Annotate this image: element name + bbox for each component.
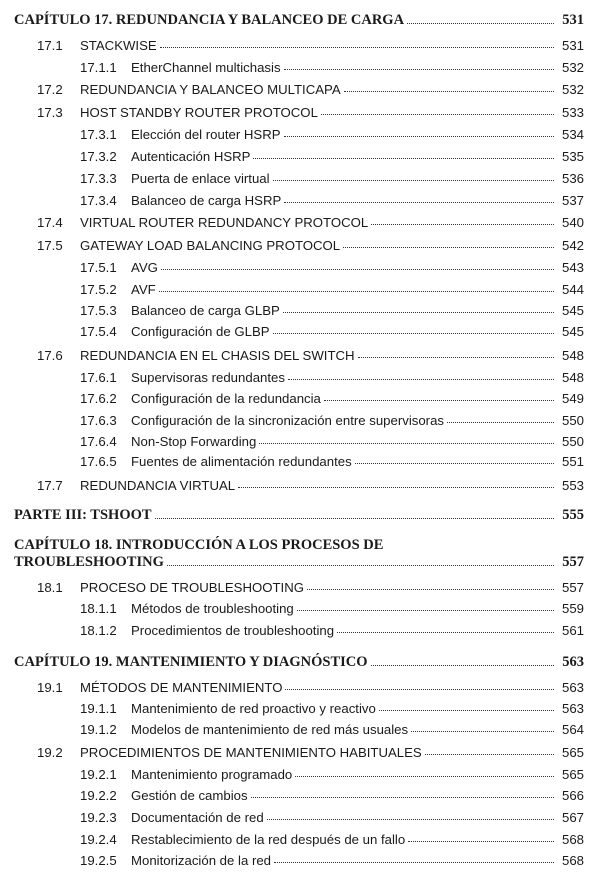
entry-title: CAPÍTULO 18. INTRODUCCIÓN A LOS PROCESOS DE: [14, 537, 384, 553]
entry-title: PROCESO DE TROUBLESHOOTING: [80, 580, 304, 595]
entry-page: 563: [561, 701, 584, 716]
toc-subsection-row: [0, 851, 600, 873]
entry-number: 17.6.2: [80, 391, 117, 406]
entry-number: 19.1: [37, 680, 63, 695]
entry-title: REDUNDANCIA Y BALANCEO MULTICAPA: [80, 82, 341, 97]
entry-page: 567: [561, 810, 584, 825]
leader-dots: [283, 303, 554, 313]
entry-title: VIRTUAL ROUTER REDUNDANCY PROTOCOL: [80, 215, 369, 230]
entry-number: 17.3.2: [80, 149, 117, 164]
entry-page: 559: [561, 601, 584, 616]
toc-subsection-row: [0, 280, 600, 302]
toc-subsection-row: [0, 258, 600, 280]
toc-subsection-row: [0, 191, 600, 213]
entry-title: Configuración de la sincronización entre supervisoras: [131, 413, 445, 428]
toc-subsection-row: [0, 830, 600, 852]
entry-number: 18.1.1: [80, 601, 117, 616]
leader-dots: [407, 12, 554, 24]
leader-dots: [284, 127, 554, 137]
entry-page: 563: [561, 680, 584, 695]
entry-number: 17.5.1: [80, 260, 117, 275]
entry-title: AVF: [131, 282, 156, 297]
toc-chapter-row: [0, 10, 600, 32]
entry-number: 17.3.4: [80, 193, 117, 208]
leader-dots: [155, 507, 554, 519]
toc-subsection-row: [0, 452, 600, 474]
leader-dots: [425, 745, 554, 755]
toc-subsection-row: [0, 786, 600, 808]
leader-dots: [161, 260, 554, 270]
leader-dots: [273, 171, 554, 181]
entry-page: 564: [561, 722, 584, 737]
entry-title: GATEWAY LOAD BALANCING PROTOCOL: [80, 238, 341, 253]
entry-number: 17.3: [37, 105, 63, 120]
entry-title: HOST STANDBY ROUTER PROTOCOL: [80, 105, 318, 120]
entry-number: 17.5.4: [80, 324, 117, 339]
entry-title: STACKWISE: [80, 38, 157, 53]
leader-dots: [274, 853, 554, 863]
entry-title: Métodos de troubleshooting: [131, 601, 294, 616]
entry-number: 19.2.3: [80, 810, 117, 825]
entry-number: 19.2.2: [80, 788, 117, 803]
toc-subsection-row: [0, 432, 600, 454]
entry-title: Fuentes de alimentación redundantes: [131, 454, 352, 469]
entry-page: 536: [561, 171, 584, 186]
leader-dots: [167, 554, 554, 566]
entry-title: Restablecimiento de la red después de un fallo: [131, 832, 406, 847]
leader-dots: [160, 38, 554, 48]
leader-dots: [297, 601, 554, 611]
entry-page: 531: [562, 12, 584, 28]
entry-page: 550: [561, 413, 584, 428]
entry-title: Configuración de GLBP: [131, 324, 270, 339]
leader-dots: [337, 623, 554, 633]
entry-page: 568: [561, 832, 584, 847]
leader-dots: [267, 810, 554, 820]
toc-part-row: [0, 505, 600, 527]
toc-section-row: [0, 346, 600, 368]
toc-subsection-row: [0, 301, 600, 323]
toc-chapter-row: [0, 652, 600, 674]
entry-title: Mantenimiento programado: [131, 767, 293, 782]
entry-number: 17.5: [37, 238, 63, 253]
entry-number: 17.6.1: [80, 370, 117, 385]
entry-page: 537: [561, 193, 584, 208]
entry-title: Procedimientos de troubleshooting: [131, 623, 335, 638]
entry-page: 548: [561, 348, 584, 363]
leader-dots: [273, 324, 554, 334]
entry-number: 17.6.3: [80, 413, 117, 428]
entry-title: Monitorización de la red: [131, 853, 272, 868]
toc-section-row: [0, 103, 600, 125]
leader-dots: [159, 282, 554, 292]
leader-dots: [284, 60, 554, 70]
entry-page: 561: [561, 623, 584, 638]
toc-section-row: [0, 678, 600, 700]
toc-section-row: [0, 743, 600, 765]
entry-title: REDUNDANCIA VIRTUAL: [80, 478, 236, 493]
toc-section-row: [0, 80, 600, 102]
leader-dots: [288, 370, 554, 380]
entry-number: 17.3.3: [80, 171, 117, 186]
entry-page: 545: [561, 324, 584, 339]
leader-dots: [284, 193, 554, 203]
leader-dots: [343, 238, 554, 248]
toc-subsection-row: [0, 368, 600, 390]
toc-section-row: [0, 213, 600, 235]
leader-dots: [408, 832, 554, 842]
entry-page: 566: [561, 788, 584, 803]
entry-title: Documentación de red: [131, 810, 264, 825]
entry-title: REDUNDANCIA EN EL CHASIS DEL SWITCH: [80, 348, 355, 363]
entry-number: 17.5.3: [80, 303, 117, 318]
entry-number: 17.6: [37, 348, 63, 363]
toc-subsection-row: [0, 147, 600, 169]
entry-page: 533: [561, 105, 584, 120]
entry-number: 17.7: [37, 478, 63, 493]
entry-page: 565: [561, 767, 584, 782]
entry-number: 17.3.1: [80, 127, 117, 142]
entry-title: PROCEDIMIENTOS DE MANTENIMIENTO HABITUALES: [80, 745, 422, 760]
entry-number: 19.1.1: [80, 701, 117, 716]
leader-dots: [379, 701, 554, 711]
entry-number: 19.2.1: [80, 767, 117, 782]
entry-page: 549: [561, 391, 584, 406]
toc-subsection-row: [0, 599, 600, 621]
leader-dots: [344, 82, 554, 92]
entry-page: 565: [561, 745, 584, 760]
entry-title: Modelos de mantenimiento de red más usuales: [131, 722, 409, 737]
entry-page: 548: [561, 370, 584, 385]
entry-page: 531: [561, 38, 584, 53]
entry-number: 18.1.2: [80, 623, 117, 638]
entry-title: Gestión de cambios: [131, 788, 248, 803]
entry-title: Balanceo de carga HSRP: [131, 193, 282, 208]
entry-number: 18.1: [37, 580, 63, 595]
entry-title: CAPÍTULO 19. MANTENIMIENTO Y DIAGNÓSTICO: [14, 654, 368, 670]
toc-section-row: [0, 36, 600, 58]
entry-number: 19.1.2: [80, 722, 117, 737]
entry-page: 535: [561, 149, 584, 164]
toc-subsection-row: [0, 389, 600, 411]
leader-dots: [324, 391, 554, 401]
entry-number: 17.5.2: [80, 282, 117, 297]
entry-title: Elección del router HSRP: [131, 127, 281, 142]
toc-subsection-row: [0, 765, 600, 787]
leader-dots: [259, 434, 554, 444]
entry-page: 544: [561, 282, 584, 297]
entry-title: Autenticación HSRP: [131, 149, 251, 164]
leader-dots: [411, 722, 554, 732]
entry-number: 17.4: [37, 215, 63, 230]
entry-page: 532: [561, 60, 584, 75]
toc-section-row: [0, 476, 600, 498]
leader-dots: [447, 413, 554, 423]
entry-title: PARTE III: TSHOOT: [14, 507, 152, 523]
leader-dots: [285, 680, 554, 690]
entry-number: 17.6.5: [80, 454, 117, 469]
entry-title: Mantenimiento de red proactivo y reactivo: [131, 701, 376, 716]
entry-page: 550: [561, 434, 584, 449]
entry-page: 557: [561, 580, 584, 595]
entry-number: 17.1.1: [80, 60, 117, 75]
toc-section-row: [0, 236, 600, 258]
entry-number: 19.2.5: [80, 853, 117, 868]
leader-dots: [355, 454, 554, 464]
leader-dots: [238, 478, 554, 488]
entry-page: 551: [561, 454, 584, 469]
toc-subsection-row: [0, 58, 600, 80]
leader-dots: [295, 767, 554, 777]
entry-title: MÉTODOS DE MANTENIMIENTO: [80, 680, 283, 695]
entry-page: 532: [561, 82, 584, 97]
toc-subsection-row: [0, 720, 600, 742]
entry-page: 540: [561, 215, 584, 230]
entry-title: Puerta de enlace virtual: [131, 171, 270, 186]
entry-title: AVG: [131, 260, 158, 275]
leader-dots: [251, 788, 554, 798]
leader-dots: [358, 348, 554, 358]
entry-page: 563: [562, 654, 584, 670]
entry-number: 19.2: [37, 745, 63, 760]
entry-title: EtherChannel multichasis: [131, 60, 281, 75]
toc-chapter-row-continued: [0, 552, 600, 574]
leader-dots: [371, 654, 554, 666]
entry-title: CAPÍTULO 17. REDUNDANCIA Y BALANCEO DE CARGA: [14, 12, 405, 28]
entry-page: 553: [561, 478, 584, 493]
entry-number: 17.2: [37, 82, 63, 97]
leader-dots: [371, 215, 554, 225]
toc-subsection-row: [0, 699, 600, 721]
entry-number: 17.6.4: [80, 434, 117, 449]
entry-title: Balanceo de carga GLBP: [131, 303, 280, 318]
toc-subsection-row: [0, 125, 600, 147]
leader-dots: [307, 580, 554, 590]
entry-page: 568: [561, 853, 584, 868]
entry-number: 17.1: [37, 38, 63, 53]
entry-number: 19.2.4: [80, 832, 117, 847]
entry-title: Supervisoras redundantes: [131, 370, 285, 385]
entry-page: 542: [561, 238, 584, 253]
toc-subsection-row: [0, 808, 600, 830]
entry-page: 557: [562, 554, 584, 570]
leader-dots: [253, 149, 554, 159]
toc-section-row: [0, 578, 600, 600]
entry-page: 543: [561, 260, 584, 275]
toc-subsection-row: [0, 411, 600, 433]
entry-title: TROUBLESHOOTING: [14, 554, 164, 570]
entry-page: 545: [561, 303, 584, 318]
entry-page: 555: [562, 507, 584, 523]
entry-title: Configuración de la redundancia: [131, 391, 321, 406]
toc-subsection-row: [0, 621, 600, 643]
toc-subsection-row: [0, 322, 600, 344]
toc-subsection-row: [0, 169, 600, 191]
entry-title: Non-Stop Forwarding: [131, 434, 257, 449]
leader-dots: [321, 105, 554, 115]
entry-page: 534: [561, 127, 584, 142]
